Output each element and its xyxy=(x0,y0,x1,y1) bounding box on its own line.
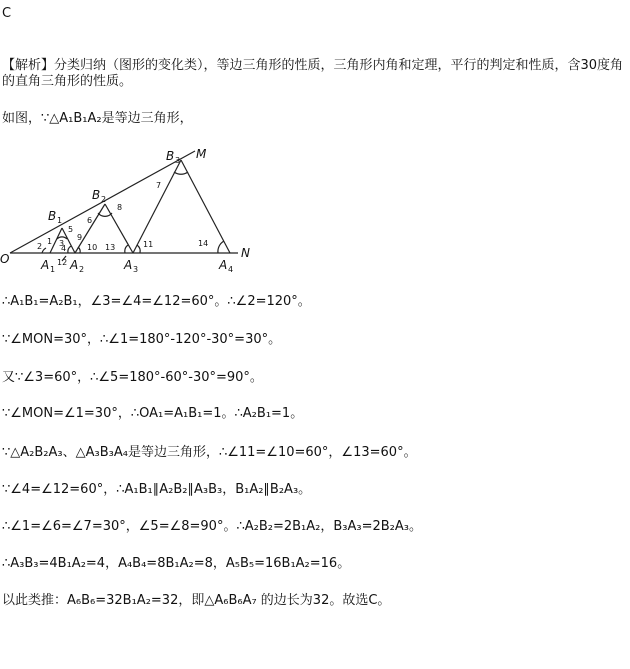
label-a1-sub: 1 xyxy=(50,265,56,274)
analysis-tag: 【解析】 xyxy=(2,58,55,73)
label-b2-sub: 2 xyxy=(101,195,107,204)
intro-line: 如图，∵△A₁B₁A₂是等边三角形， xyxy=(2,111,193,126)
label-b3-sub: 3 xyxy=(175,156,181,165)
step-line-5: ∵△A₂B₂A₃、△A₃B₃A₄是等边三角形，∴∠11=∠10=60°，∠13=60°。 xyxy=(2,445,417,460)
angle-label-2: 2 xyxy=(37,242,43,251)
angle-label-7: 7 xyxy=(156,181,162,190)
analysis-paragraph xyxy=(2,58,628,90)
arc-angle-2 xyxy=(42,248,46,253)
label-a4: A xyxy=(219,258,228,272)
step-line-8: ∴A₃B₃=4B₁A₂=4，A₄B₄=8B₁A₂=8，A₅B₅=16B₁A₂=16。 xyxy=(2,556,351,571)
step-line-3: 又∵∠3=60°，∴∠5=180°-60°-30°=90°。 xyxy=(2,370,263,385)
arc-angle-7 xyxy=(174,172,188,174)
step-line-7: ∴∠1=∠6=∠7=30°，∠5=∠8=90°。∴A₂B₂=2B₁A₂，B₃A₃=2B₂A₃。 xyxy=(2,519,422,534)
seg-a3b3 xyxy=(133,160,181,253)
angle-label-14: 14 xyxy=(198,239,209,248)
angle-label-1: 1 xyxy=(47,237,53,246)
label-b1: B xyxy=(48,209,57,223)
label-b2: B xyxy=(92,188,101,202)
angle-label-3: 3 xyxy=(59,239,65,248)
angle-label-11: 11 xyxy=(143,240,154,249)
angle-label-8: 8 xyxy=(117,203,123,212)
angle-label-10: 10 xyxy=(87,243,98,252)
label-a4-sub: 4 xyxy=(228,265,234,274)
step-line-6: ∵∠4=∠12=60°，∴A₁B₁∥A₂B₂∥A₃B₃，B₁A₂∥B₂A₃。 xyxy=(2,482,312,497)
angle-label-9: 9 xyxy=(77,233,83,242)
step-line-1: ∴A₁B₁=A₂B₁，∠3=∠4=∠12=60°。∴∠2=120°。 xyxy=(2,294,311,309)
analysis-text: 分类归纳（图形的变化类），等边三角形的性质，三角形内角和定理，平行的判定和性质，含30度角的直角三角形的性质。 xyxy=(2,58,624,89)
geometry-figure xyxy=(0,140,300,280)
label-b3: B xyxy=(166,149,175,163)
step-line-4: ∵∠MON=∠1=30°，∴OA₁=A₁B₁=1。∴A₂B₁=1。 xyxy=(2,406,304,421)
label-a1: A xyxy=(41,258,50,272)
arc-angle-13 xyxy=(125,245,128,253)
label-a3-sub: 3 xyxy=(133,265,139,274)
arc-angle-14 xyxy=(218,241,224,253)
step-line-9: 以此类推：A₆B₆=32B₁A₂=32，即△A₆B₆A₇ 的边长为32。故选C。 xyxy=(2,593,391,608)
answer-letter: C xyxy=(2,6,12,21)
angle-label-5: 5 xyxy=(68,225,74,234)
label-o: O xyxy=(0,252,10,266)
label-m: M xyxy=(196,147,207,161)
angle-label-6: 6 xyxy=(87,216,93,225)
angle-label-4: 4 xyxy=(61,244,67,253)
arc-angle-4 xyxy=(68,246,71,253)
angle-label-13: 13 xyxy=(105,243,116,252)
label-n: N xyxy=(241,246,250,260)
label-a2-sub: 2 xyxy=(79,265,85,274)
arc-angle-10 xyxy=(78,247,80,253)
label-a3: A xyxy=(124,258,133,272)
step-line-2: ∵∠MON=30°，∴∠1=180°-120°-30°=30°。 xyxy=(2,332,282,347)
label-b1-sub: 1 xyxy=(57,216,63,225)
label-a2: A xyxy=(70,258,79,272)
angle-label-12: 12 xyxy=(57,258,68,267)
arc-angle-11 xyxy=(137,245,140,253)
